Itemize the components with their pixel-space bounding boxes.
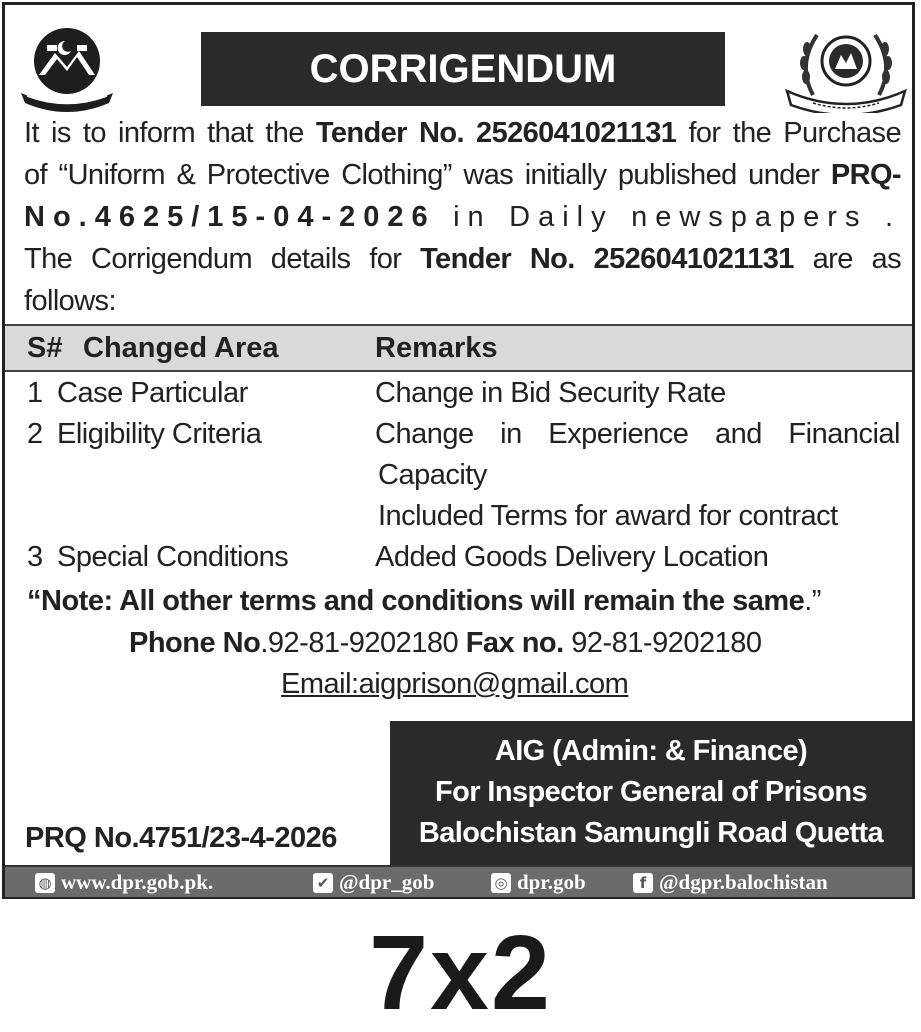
row-remark: Included Terms for award for contract	[378, 500, 838, 532]
row-sno: 1	[27, 377, 43, 409]
prisons-department-emblem-icon	[783, 25, 909, 113]
signature-block	[390, 721, 912, 865]
note-text: “Note: All other terms and conditions will remain the same.”	[27, 585, 821, 617]
row-remark: Change in Bid Security Rate	[375, 377, 726, 409]
row-remark: Added Goods Delivery Location	[375, 541, 769, 573]
corrigendum-title: CORRIGENDUM	[201, 32, 725, 106]
prq-number: PRQ No.4751/23-4-2026	[25, 822, 337, 854]
prq-reference: No.4625/15-04-2026	[24, 201, 436, 233]
header-sno: S#	[27, 332, 63, 364]
footer-twitter[interactable]	[313, 870, 434, 895]
table-header	[5, 324, 912, 372]
footer-instagram[interactable]	[491, 870, 586, 895]
twitter-icon: ✔	[313, 873, 333, 893]
header-changed-area: Changed Area	[83, 332, 279, 364]
intro-line: follows:	[24, 285, 116, 317]
footer-facebook[interactable]	[633, 870, 828, 895]
facebook-text: @dgpr.balochistan	[659, 870, 828, 894]
row-sno: 3	[27, 541, 43, 573]
instagram-text: dpr.gob	[517, 870, 586, 894]
intro-line: The Corrigendum details for Tender No. 2526041021131 are as	[24, 243, 901, 275]
footer-website[interactable]	[35, 870, 213, 895]
instagram-icon: ◎	[491, 873, 511, 893]
row-area: Special Conditions	[57, 541, 289, 573]
contact-email-link[interactable]: Email:aigprison@gmail.com	[281, 668, 629, 700]
website-text: www.dpr.gob.pk.	[61, 870, 214, 894]
intro-line: of “Uniform & Protective Clothing” was initially published under PRQ-	[24, 159, 901, 191]
row-area: Eligibility Criteria	[57, 418, 262, 450]
intro-line: No.4625/15-04-2026 in Daily newspapers .	[24, 201, 901, 233]
twitter-text: @dpr_gob	[339, 870, 435, 894]
footer-bar	[5, 865, 912, 897]
row-sno: 2	[27, 418, 43, 450]
balochistan-emblem-icon	[17, 23, 117, 113]
ad-size-label: 7x2	[369, 914, 552, 1032]
facebook-icon: f	[633, 873, 653, 893]
intro-line: It is to inform that the Tender No. 2526041021131 for the Purchase	[24, 117, 901, 149]
tender-number: Tender No. 2526041021131	[315, 117, 677, 149]
contact-phone-fax: Phone No.92-81-9202180 Fax no. 92-81-9202180	[129, 627, 762, 659]
globe-icon: ◍	[35, 873, 55, 893]
row-area: Case Particular	[57, 377, 248, 409]
row-remark: Change in Experience and Financial	[375, 418, 900, 450]
signature-line: Balochistan Samungli Road Quetta	[418, 817, 884, 849]
signature-line: AIG (Admin: & Finance)	[494, 735, 808, 767]
signature-line: For Inspector General of Prisons	[434, 776, 867, 808]
row-remark: Capacity	[378, 459, 487, 491]
intro-paragraph	[24, 112, 901, 322]
advertisement-frame	[2, 2, 915, 899]
header-remarks: Remarks	[375, 332, 498, 364]
